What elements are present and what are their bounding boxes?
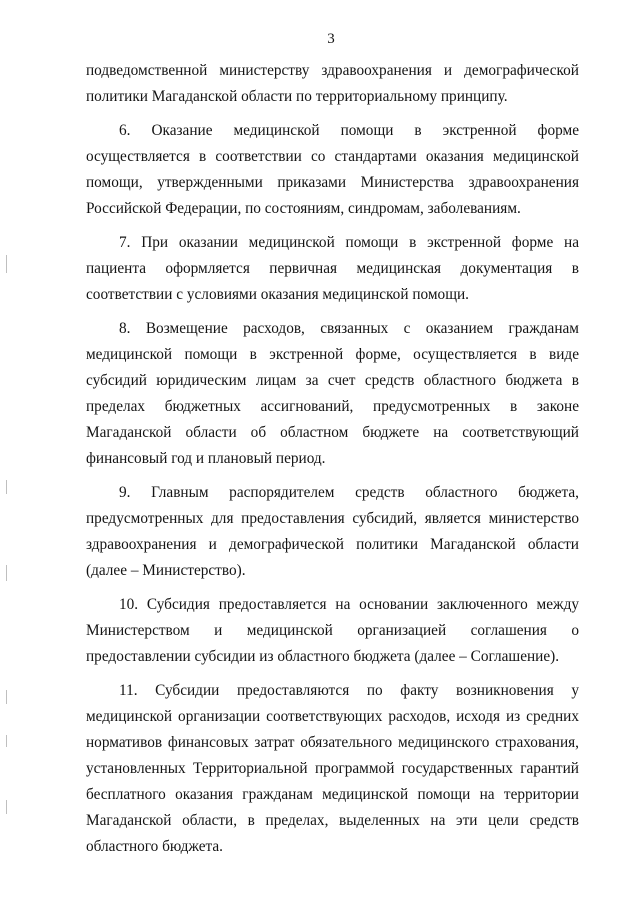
paragraph-8: 8. Возмещение расходов, связанных с оказанием гражданам медицинской помощи в экстренной форме, осуществляется в виде субсидий юридическим лицам за счет средств областного бюджета в пределах бюджетных ассигнований, предусмотренных в законе Магаданской области об областном бюджете на соответствующий финансовый год и плановый период.	[86, 320, 579, 467]
paragraph-11: 11. Субсидии предоставляются по факту возникновения у медицинской организации соответствующих расходов, исходя из средних нормативов финансовых затрат обязательного медицинского страхования, установленных Территориальной программой государственных гарантий бесплатного оказания гражданам медицинской помощи на территории Магаданской области, в пределах, выделенных на эти цели средств областного бюджета.	[86, 682, 579, 855]
paragraph-9: 9. Главным распорядителем средств областного бюджета, предусмотренных для предоставления субсидий, является министерство здравоохранения и демографической политики Магаданской области (далее – Министерство).	[86, 484, 579, 579]
paragraph-continuation: подведомственной министерству здравоохранения и демографической политики Магаданской области по территориальному принципу.	[86, 62, 579, 105]
scan-edge-mark	[6, 565, 7, 581]
scan-edge-mark	[6, 735, 7, 747]
scan-edge-mark	[6, 690, 7, 704]
paragraph-6: 6. Оказание медицинской помощи в экстренной форме осуществляется в соответствии со стандартами оказания медицинской помощи, утвержденными приказами Министерства здравоохранения Российской Федерации, по состояниям, синдромам, заболеваниям.	[86, 122, 579, 217]
scan-edge-mark	[6, 255, 7, 273]
scan-edge-mark	[6, 800, 7, 814]
page-number: 3	[327, 31, 335, 47]
document-body	[86, 58, 579, 860]
paragraph-7: 7. При оказании медицинской помощи в экстренной форме на пациента оформляется первичная медицинская документация в соответствии с условиями оказания медицинской помощи.	[86, 234, 579, 303]
scan-edge-mark	[6, 480, 7, 494]
paragraph-10: 10. Субсидия предоставляется на основании заключенного между Министерством и медицинской организацией соглашения о предоставлении субсидии из областного бюджета (далее – Соглашение).	[86, 596, 579, 665]
